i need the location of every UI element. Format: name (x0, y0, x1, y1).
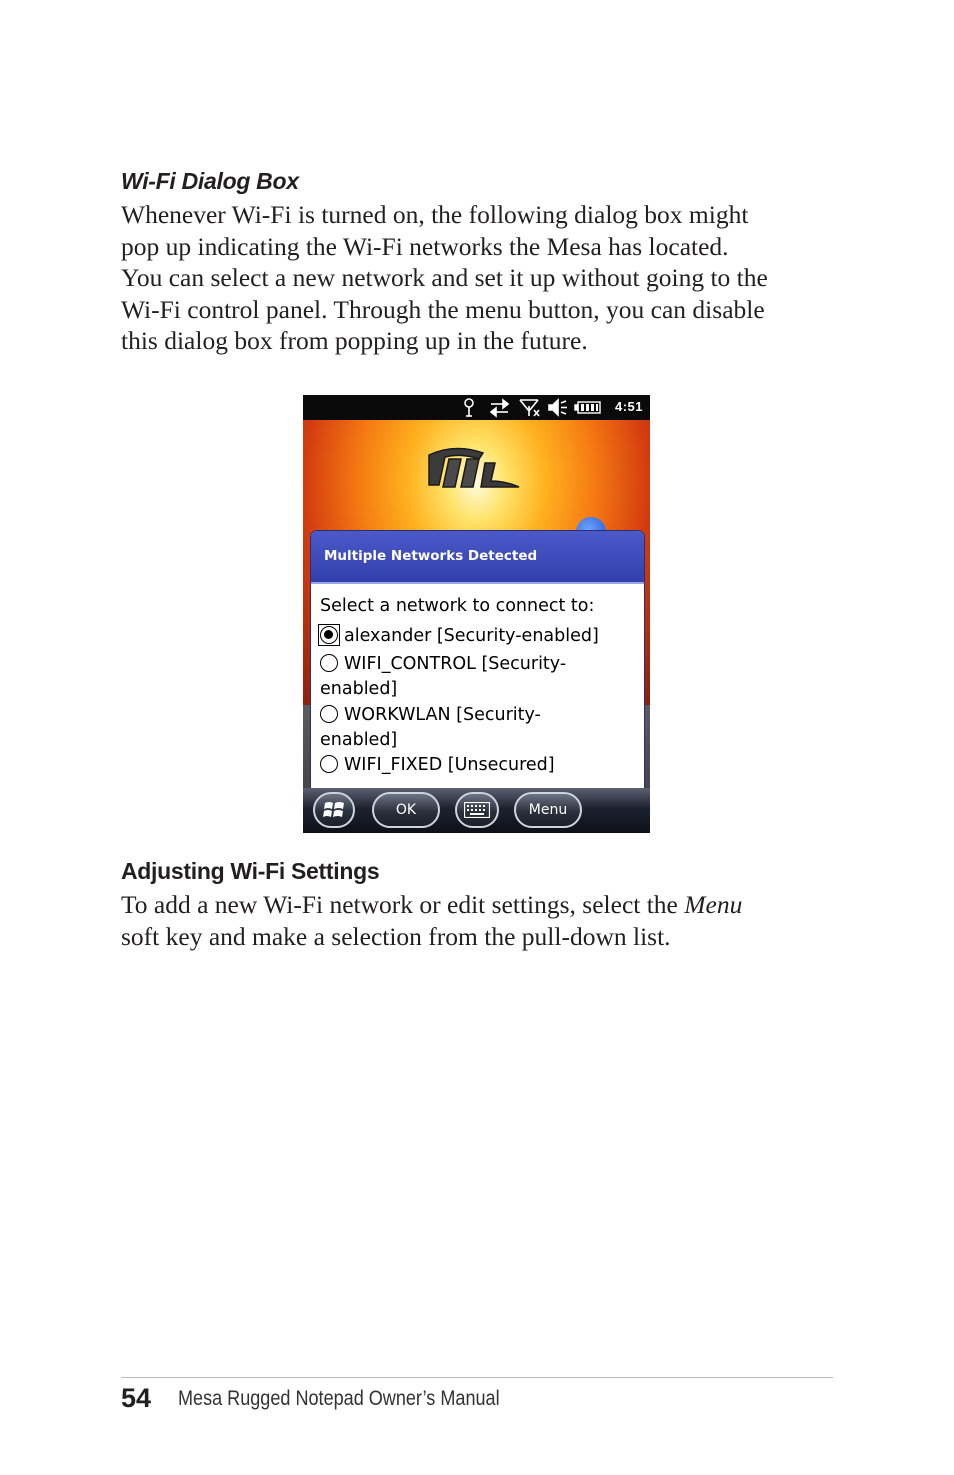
dialog-prompt: Select a network to connect to: (320, 596, 595, 616)
radio-unselected-icon[interactable] (320, 654, 338, 672)
section-heading-adjusting-wifi: Adjusting Wi-Fi Settings (121, 858, 380, 884)
paragraph-line: Whenever Wi-Fi is turned on, the following dialog box might (121, 200, 749, 229)
keyboard-button[interactable] (455, 792, 499, 828)
paragraph-line: Wi-Fi control panel. Through the menu button, you can disable (121, 294, 765, 324)
dialog-body (311, 584, 644, 778)
network-label: alexander [Security-enabled] (344, 626, 599, 646)
network-label: WIFI_CONTROL [Security- (344, 654, 567, 674)
network-label: WIFI_FIXED [Unsecured] (344, 755, 555, 775)
start-button[interactable] (313, 792, 355, 828)
manual-title: Mesa Rugged Notepad Owner’s Manual (178, 1387, 500, 1410)
paragraph-text: To add a new Wi-Fi network or edit settings, select the (121, 890, 685, 919)
dialog-title: Multiple Networks Detected (324, 548, 538, 564)
windows-start-icon (323, 799, 345, 821)
device-screenshot (303, 395, 650, 833)
networks-dialog (310, 530, 645, 790)
speaker-muted-icon (549, 400, 567, 415)
status-time: 4:51 (614, 399, 643, 414)
focus-outline (320, 626, 338, 644)
network-option-wifi-control[interactable] (320, 652, 644, 702)
radio-selected-icon[interactable] (320, 626, 338, 644)
dialog-header (311, 531, 644, 584)
network-option-wifi-fixed[interactable] (320, 753, 644, 778)
paragraph-line: pop up indicating the Wi-Fi networks the Mesa has located. (121, 231, 729, 261)
menu-button[interactable]: Menu (514, 792, 582, 828)
network-label-continued: enabled] (320, 679, 398, 699)
keyboard-icon (464, 802, 490, 818)
paragraph-line: You can select a new network and set it up without going to the (121, 263, 768, 292)
network-label: WORKWLAN [Security- (344, 705, 541, 725)
footer-rule (121, 1377, 833, 1378)
section-heading-wifi-dialog: Wi-Fi Dialog Box (121, 168, 299, 194)
page-number: 54 (121, 1383, 152, 1413)
signal-antenna-icon (465, 399, 473, 416)
radio-unselected-icon[interactable] (320, 705, 338, 723)
data-sync-icon (491, 400, 508, 416)
network-option-workwlan[interactable] (320, 703, 644, 753)
paragraph-line: soft key and make a selection from the pull-down list. (121, 921, 671, 951)
paragraph-adjusting-wifi (121, 889, 742, 952)
no-signal-icon (520, 400, 539, 416)
network-option-alexander[interactable] (320, 624, 644, 649)
radio-unselected-icon[interactable] (320, 755, 338, 773)
ok-button[interactable]: OK (372, 792, 440, 828)
status-bar (303, 395, 650, 420)
mesa-logo-icon (425, 445, 525, 493)
battery-icon (575, 402, 600, 413)
paragraph-line (121, 889, 742, 921)
network-label-continued: enabled] (320, 730, 398, 750)
menu-emphasis: Menu (684, 890, 743, 919)
softkey-bar (303, 788, 650, 833)
status-icons (458, 397, 608, 418)
paragraph-wifi-dialog (121, 199, 768, 357)
paragraph-line: this dialog box from popping up in the future. (121, 326, 588, 355)
